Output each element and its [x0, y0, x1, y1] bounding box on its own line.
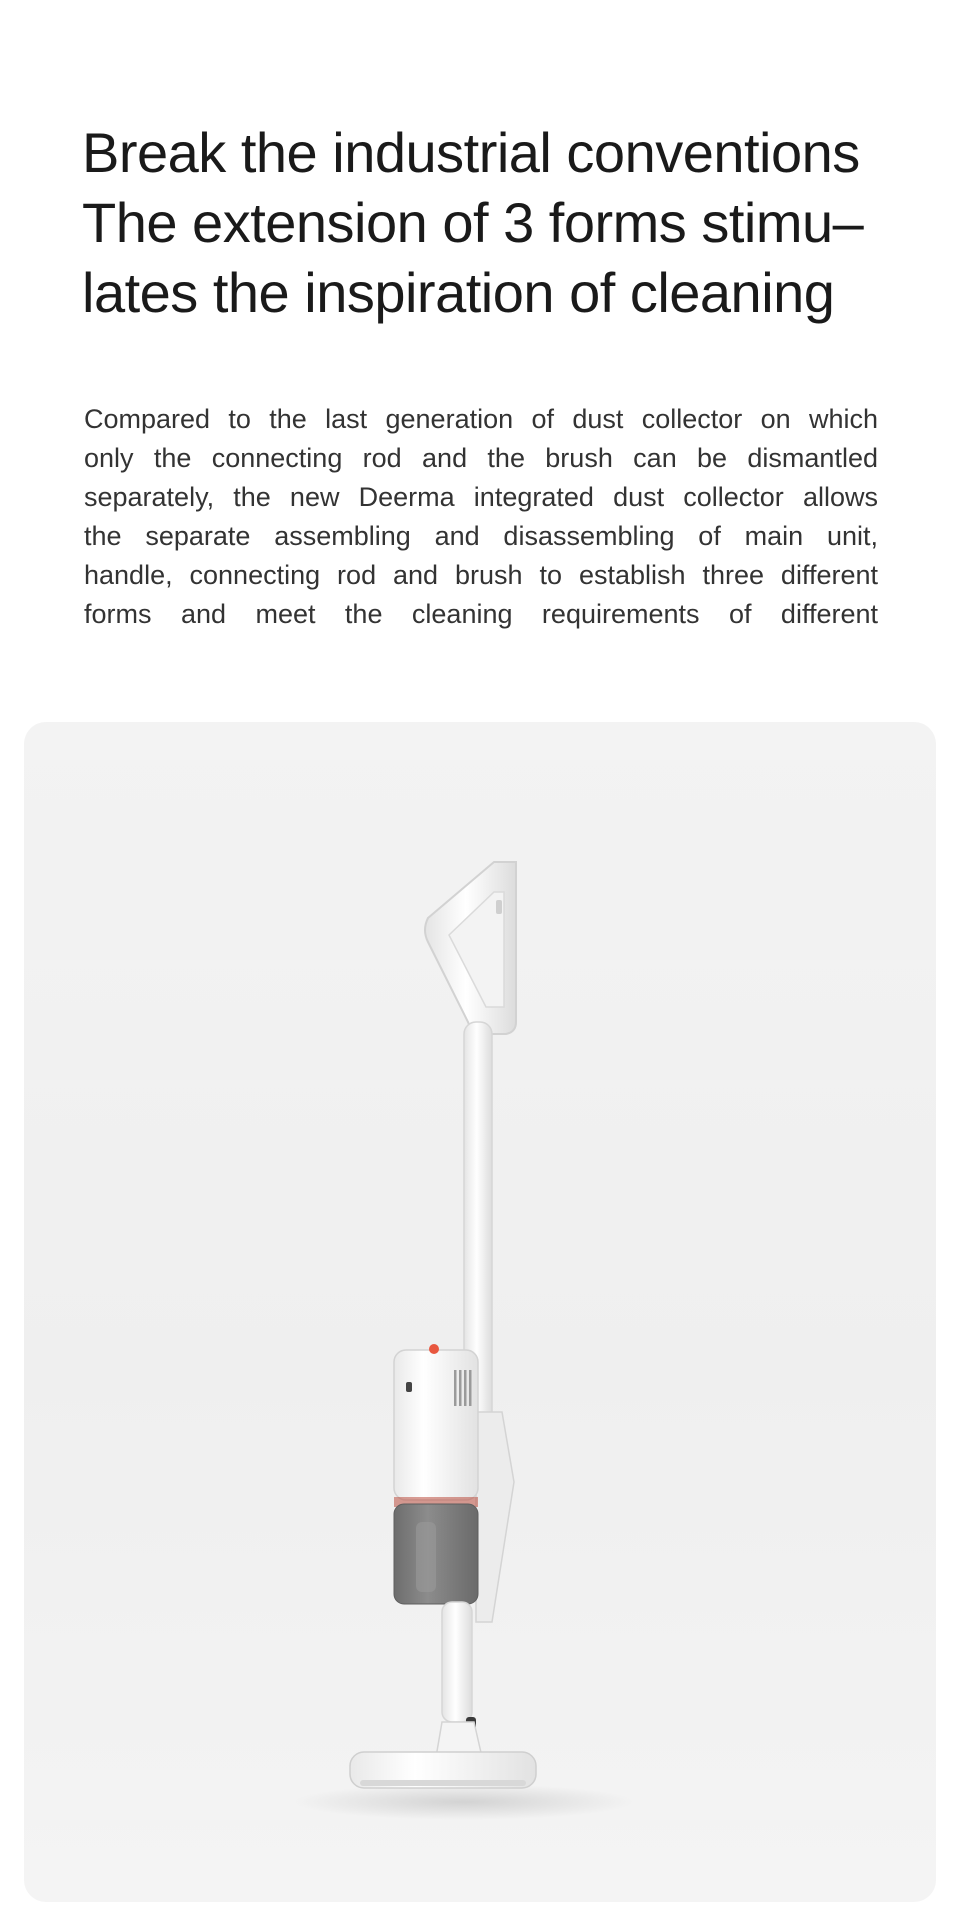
description-line-4: the separate assembling and disassembling of main unit, [84, 521, 878, 551]
headline-line-3: lates the inspiration of cleaning [82, 261, 835, 324]
description-line-2: only the connecting rod and the brush can be dismantled [84, 443, 878, 473]
handle [425, 862, 516, 1034]
description-line-6: forms and meet the cleaning requirements of different [84, 599, 878, 629]
headline [82, 118, 902, 328]
lower-rod [442, 1602, 472, 1722]
rod-mount [476, 1412, 514, 1622]
headline-line-1: Break the industrial conventions [82, 121, 860, 184]
main-unit [394, 1344, 478, 1500]
floor-shadow [294, 1784, 634, 1820]
headline-line-2: The extension of 3 forms stimu– [82, 191, 864, 254]
product-image-panel [24, 722, 936, 1902]
dust-cup [394, 1497, 478, 1604]
stick-vacuum-image [24, 722, 936, 1902]
description-line-1: Compared to the last generation of dust collector on which [84, 404, 878, 434]
floor-brush [350, 1722, 536, 1788]
power-button [429, 1344, 439, 1354]
description-line-3: separately, the new Deerma integrated dust collector allows [84, 482, 878, 512]
description-paragraph [84, 400, 878, 634]
description-line-5: handle, connecting rod and brush to establish three different [84, 560, 878, 590]
